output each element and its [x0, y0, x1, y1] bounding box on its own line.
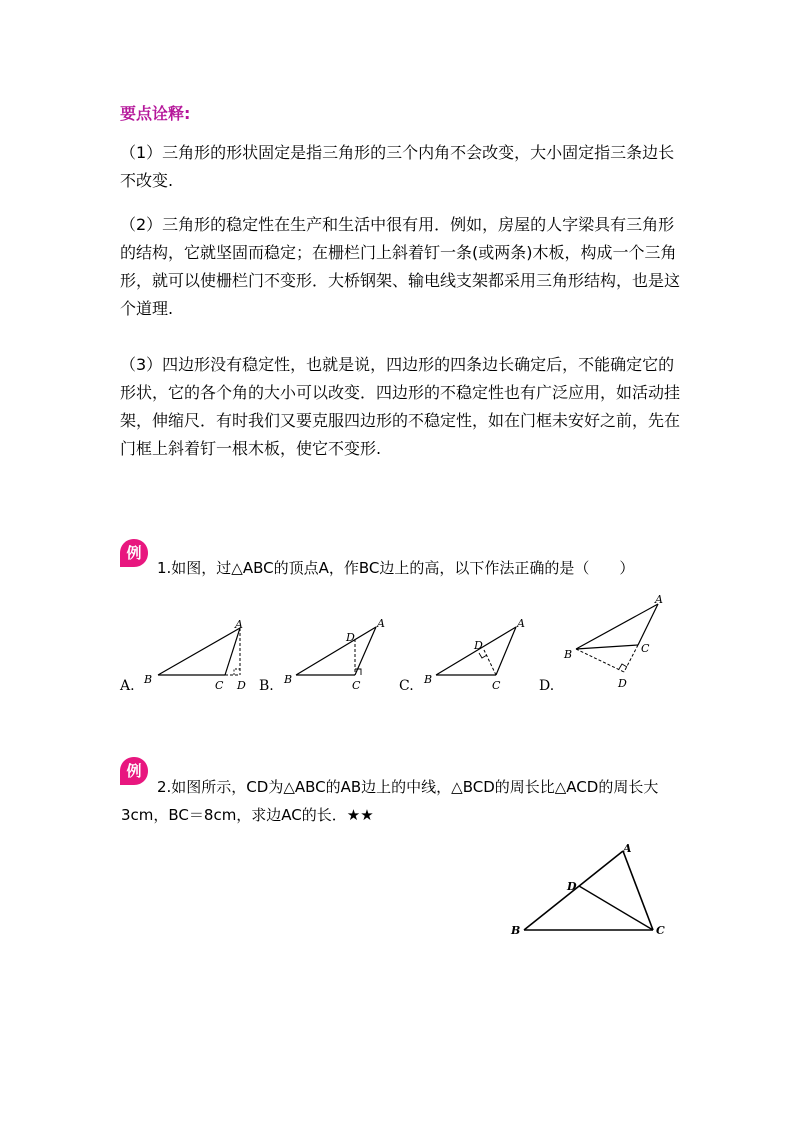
option-a-figure — [140, 615, 260, 695]
point-d-label: D — [346, 631, 355, 644]
point-a-label: A — [655, 593, 663, 606]
example-1-question: 1.如图，过△ABC的顶点A，作BC边上的高，以下作法正确的是（ ） — [157, 559, 635, 577]
point-d-label: D — [237, 679, 246, 692]
point-c-label: C — [352, 679, 361, 692]
point-d-label: D — [618, 677, 627, 690]
point-c-label: C — [492, 679, 501, 692]
point-a-label: A — [235, 618, 243, 631]
note-paragraph-1: （1）三角形的形状固定是指三角形的三个内角不会改变，大小固定指三条边长不改变. — [120, 143, 675, 190]
point-b-label: B — [144, 673, 153, 686]
example-2-question: 2.如图所示，CD为△ABC的AB边上的中线，△BCD的周长比△ACD的周长大3cm，BC＝8cm，求边AC的长．★★ — [121, 778, 659, 824]
point-a-label: A — [623, 842, 632, 855]
point-c-label: C — [215, 679, 224, 692]
point-d-label: D — [567, 880, 577, 893]
option-a-label: A. — [120, 678, 135, 694]
point-b-label: B — [511, 924, 521, 937]
example-badge-label: 例 — [126, 762, 142, 780]
point-b-label: B — [284, 673, 293, 686]
option-b-figure — [280, 615, 400, 695]
point-c-label: C — [656, 924, 665, 937]
point-d-label: D — [474, 639, 483, 652]
option-b-label: B. — [259, 678, 274, 694]
point-c-label: C — [641, 642, 650, 655]
option-d-label: D. — [539, 678, 555, 694]
note-paragraph-3: （3）四边形没有稳定性，也就是说，四边形的四条边长确定后，不能确定它的形状，它的各个角的大小可以改变．四边形的不稳定性也有广泛应用，如活动挂架，伸缩尺．有时我们又要克服四边形的不稳定性，如在门框未安好之前，先在门框上斜着钉一根木板，使它不变形. — [120, 355, 681, 458]
note-paragraph-2: （2）三角形的稳定性在生产和生活中很有用．例如，房屋的人字梁具有三角形的结构，它就坚固而稳定；在栅栏门上斜着钉一条(或两条)木板，构成一个三角形，就可以使栅栏门不变形．大桥钢架、输电线支架都采用三角形结构，也是这个道理. — [120, 215, 681, 318]
point-b-label: B — [564, 648, 573, 661]
example-badge-icon — [118, 537, 150, 569]
point-a-label: A — [377, 617, 385, 630]
key-points-heading: 要点诠释: — [120, 104, 191, 123]
example-badge-label: 例 — [126, 544, 142, 562]
option-c-figure — [420, 615, 540, 695]
point-a-label: A — [517, 617, 525, 630]
option-c-label: C. — [399, 678, 414, 694]
point-b-label: B — [424, 673, 433, 686]
option-d-figure — [558, 592, 678, 692]
example-2-figure — [505, 840, 680, 945]
